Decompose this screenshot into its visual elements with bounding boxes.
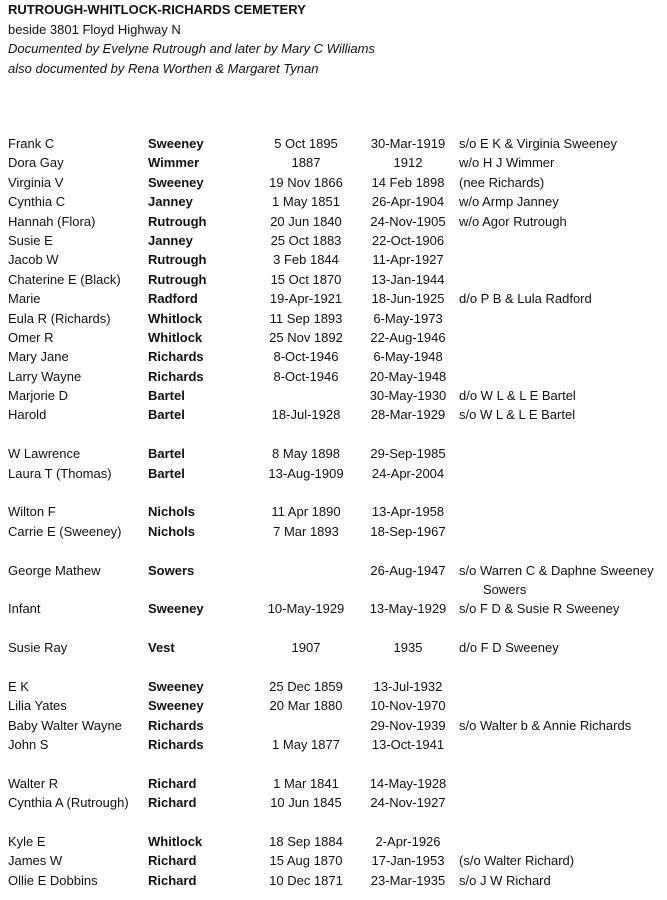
death-date: 30-Mar-1919 [370,136,446,151]
burial-row [0,328,667,347]
given-name: Larry Wayne [8,368,82,384]
given-name: Marjorie D [8,388,68,404]
burial-row [0,735,667,754]
death-date: 26-Apr-1904 [371,194,445,210]
burial-row [0,173,667,192]
burial-row [0,444,667,463]
birth-date: 8 May 1898 [272,446,340,462]
given-name: Laura T (Thomas) [8,465,112,481]
given-name: Cynthia A (Rutrough) [8,795,129,811]
burial-row [0,153,667,172]
given-name: Ollie E Dobbins [8,872,98,888]
birth-date: 10-May-1929 [267,601,345,617]
birth-date: 19-Apr-1921 [269,291,343,307]
given-name: Cynthia C [8,194,66,210]
death-date: 18-Jun-1925 [371,291,445,307]
surname: Vest [148,640,175,656]
document-header [8,0,658,78]
death-date: 14 Feb 1898 [371,174,445,190]
death-date: 24-Nov-1905 [370,213,446,229]
surname: Bartel [148,446,185,462]
surname: Bartel [148,465,185,481]
given-name: Mary Jane [8,349,69,365]
given-name: Wilton F [8,504,56,520]
burial-row [0,522,667,541]
death-date: 22-Aug-1946 [370,329,446,345]
birth-date: 18 Sep 1884 [269,834,343,850]
death-date: 30-May-1930 [369,388,447,404]
death-date: 14-May-1928 [369,775,447,791]
death-date: 13-Jan-1944 [371,271,445,287]
burial-list [0,134,667,890]
death-date: 13-May-1929 [369,601,447,617]
given-name: Omer R [8,329,54,345]
given-name: Chaterine E (Black) [8,271,121,287]
given-name: Harold [8,407,47,423]
given-name: Baby Walter Wayne [8,717,122,733]
burial-row [0,405,667,424]
surname: Sweeney [148,698,204,714]
birth-date: 10 Dec 1871 [269,872,343,888]
death-date: 28-Mar-1929 [370,407,446,423]
surname: Sweeney [148,678,204,694]
birth-date: 1 May 1877 [272,737,340,753]
birth-date: 8-Oct-1946 [273,349,339,365]
burial-row [0,638,667,657]
surname: Sweeney [148,601,204,617]
burial-row [0,367,667,386]
burial-row [0,347,667,366]
surname: Bartel [148,407,185,423]
death-date: 29-Nov-1939 [370,717,446,733]
burial-row [0,289,667,308]
birth-date: 15 Oct 1870 [270,271,342,287]
birth-date: 11 Sep 1893 [269,310,343,326]
burial-row [0,464,667,483]
given-name: Jacob W [8,252,59,268]
surname: Richards [148,717,204,733]
burial-row [0,696,667,715]
relationship-note: w/o Armp Janney [459,194,559,210]
birth-date: 15 Aug 1870 [269,853,343,869]
birth-date: 1887 [291,155,321,171]
also-documented-line: also documented by Rena Worthen & Margaret Tynan [8,60,319,76]
surname: Bartel [148,388,185,404]
relationship-note: s/o E K & Virginia Sweeney [459,136,618,151]
birth-date: 19 Nov 1866 [269,174,343,190]
surname: Rutrough [148,213,207,229]
birth-date: 3 Feb 1844 [273,252,339,268]
death-date: 1912 [393,155,423,171]
surname: Sweeney [148,136,204,151]
birth-date: 11 Apr 1890 [271,504,341,520]
given-name: Susie E [8,232,53,248]
surname: Richard [148,775,197,791]
given-name: Marie [8,291,41,307]
birth-date: 7 Mar 1893 [273,523,339,539]
death-date: 10-Nov-1970 [370,698,446,714]
surname: Richards [148,349,204,365]
burial-row [0,250,667,269]
death-date: 1935 [393,640,423,656]
death-date: 13-Apr-1958 [371,504,445,520]
death-date: 23-Mar-1935 [370,872,446,888]
death-date: 11-Apr-1927 [372,252,444,268]
documented-by-line: Documented by Evelyne Rutrough and later by Mary C Williams [8,41,375,56]
birth-date: 20 Mar 1880 [269,698,343,714]
burial-row [0,851,667,870]
burial-row [0,774,667,793]
birth-date: 25 Nov 1892 [269,329,343,345]
surname: Rutrough [148,271,207,287]
given-name: Infant [8,601,41,617]
birth-date: 8-Oct-1946 [273,368,339,384]
surname: Richard [148,795,197,811]
given-name: Hannah (Flora) [8,213,96,229]
burial-row [0,871,667,890]
given-name: Eula R (Richards) [8,310,111,326]
given-name: Carrie E (Sweeney) [8,523,122,539]
burial-row [0,270,667,289]
surname: Wimmer [148,155,200,171]
cemetery-title: RUTROUGH-WHITLOCK-RICHARDS CEMETERY [8,2,306,17]
birth-date: 1907 [291,640,321,656]
death-date: 24-Nov-1927 [370,795,446,811]
cemetery-location: beside 3801 Floyd Highway N [8,21,181,37]
given-name: Lilia Yates [8,698,67,714]
relationship-note: w/o Agor Rutrough [459,213,567,229]
burial-row [0,716,667,735]
death-date: 29-Sep-1985 [370,446,446,462]
given-name: W Lawrence [8,446,81,462]
surname: Rutrough [148,252,207,268]
relationship-note: (s/o Walter Richard) [459,853,575,869]
burial-row [0,599,667,618]
birth-date: 1 Mar 1841 [273,775,339,791]
relationship-note: d/o F D Sweeney [459,640,559,656]
burial-row [0,212,667,231]
death-date: 13-Jul-1932 [373,678,443,694]
given-name: James W [8,853,63,869]
death-date: 2-Apr-1926 [375,834,441,850]
relationship-note: d/o W L & L E Bartel [459,388,576,404]
surname: Whitlock [148,329,203,345]
birth-date: 10 Jun 1845 [270,795,342,811]
surname: Janney [148,232,193,248]
relationship-note-line: s/o Warren C & Daphne Sweeney [459,562,654,578]
relationship-note: s/o W L & L E Bartel [459,407,576,423]
death-date: 6-May-1973 [373,310,443,326]
relationship-note: s/o Walter b & Annie Richards [459,717,632,733]
relationship-note-continued: Sowers [483,582,527,597]
relationship-note: d/o P B & Lula Radford [459,291,592,307]
burial-row [0,832,667,851]
given-name: Virginia V [8,174,64,190]
surname: Nichols [148,504,195,520]
relationship-note [459,561,667,600]
relationship-note: w/o H J Wimmer [459,155,555,171]
surname: Richard [148,872,197,888]
birth-date: 5 Oct 1895 [274,136,338,151]
burial-row [0,677,667,696]
burial-row [0,309,667,328]
given-name: Walter R [8,775,59,791]
surname: Janney [148,194,193,210]
birth-date: 1 May 1851 [272,194,340,210]
relationship-note: (nee Richards) [459,174,545,190]
burial-row [0,386,667,405]
surname: Whitlock [148,834,203,850]
given-name: E K [8,678,29,694]
burial-row [0,134,667,153]
burial-row [0,561,667,600]
death-date: 6-May-1948 [373,349,443,365]
given-name: Frank C [8,136,55,151]
death-date: 18-Sep-1967 [370,523,446,539]
given-name: Dora Gay [8,155,64,171]
birth-date: 25 Dec 1859 [269,678,343,694]
birth-date: 18-Jul-1928 [271,407,341,423]
surname: Radford [148,291,198,307]
given-name: Susie Ray [8,640,68,656]
death-date: 17-Jan-1953 [371,853,445,869]
surname: Sowers [148,562,195,578]
surname: Richards [148,368,204,384]
death-date: 26-Aug-1947 [370,562,446,578]
given-name: George Mathew [8,562,101,578]
given-name: Kyle E [8,834,46,850]
surname: Nichols [148,523,195,539]
birth-date: 13-Aug-1909 [268,465,344,481]
surname: Richards [148,737,204,753]
burial-row [0,192,667,211]
death-date: 20-May-1948 [369,368,447,384]
relationship-note: s/o F D & Susie R Sweeney [459,601,620,617]
given-name: John S [8,737,49,753]
death-date: 24-Apr-2004 [371,465,445,481]
surname: Whitlock [148,310,203,326]
burial-row [0,231,667,250]
death-date: 22-Oct-1906 [371,232,445,248]
burial-row [0,793,667,812]
death-date: 13-Oct-1941 [371,737,445,753]
burial-row [0,502,667,521]
birth-date: 20 Jun 1840 [270,213,342,229]
birth-date: 25 Oct 1883 [270,232,342,248]
surname: Richard [148,853,197,869]
surname: Sweeney [148,174,204,190]
relationship-note: s/o J W Richard [459,872,551,888]
